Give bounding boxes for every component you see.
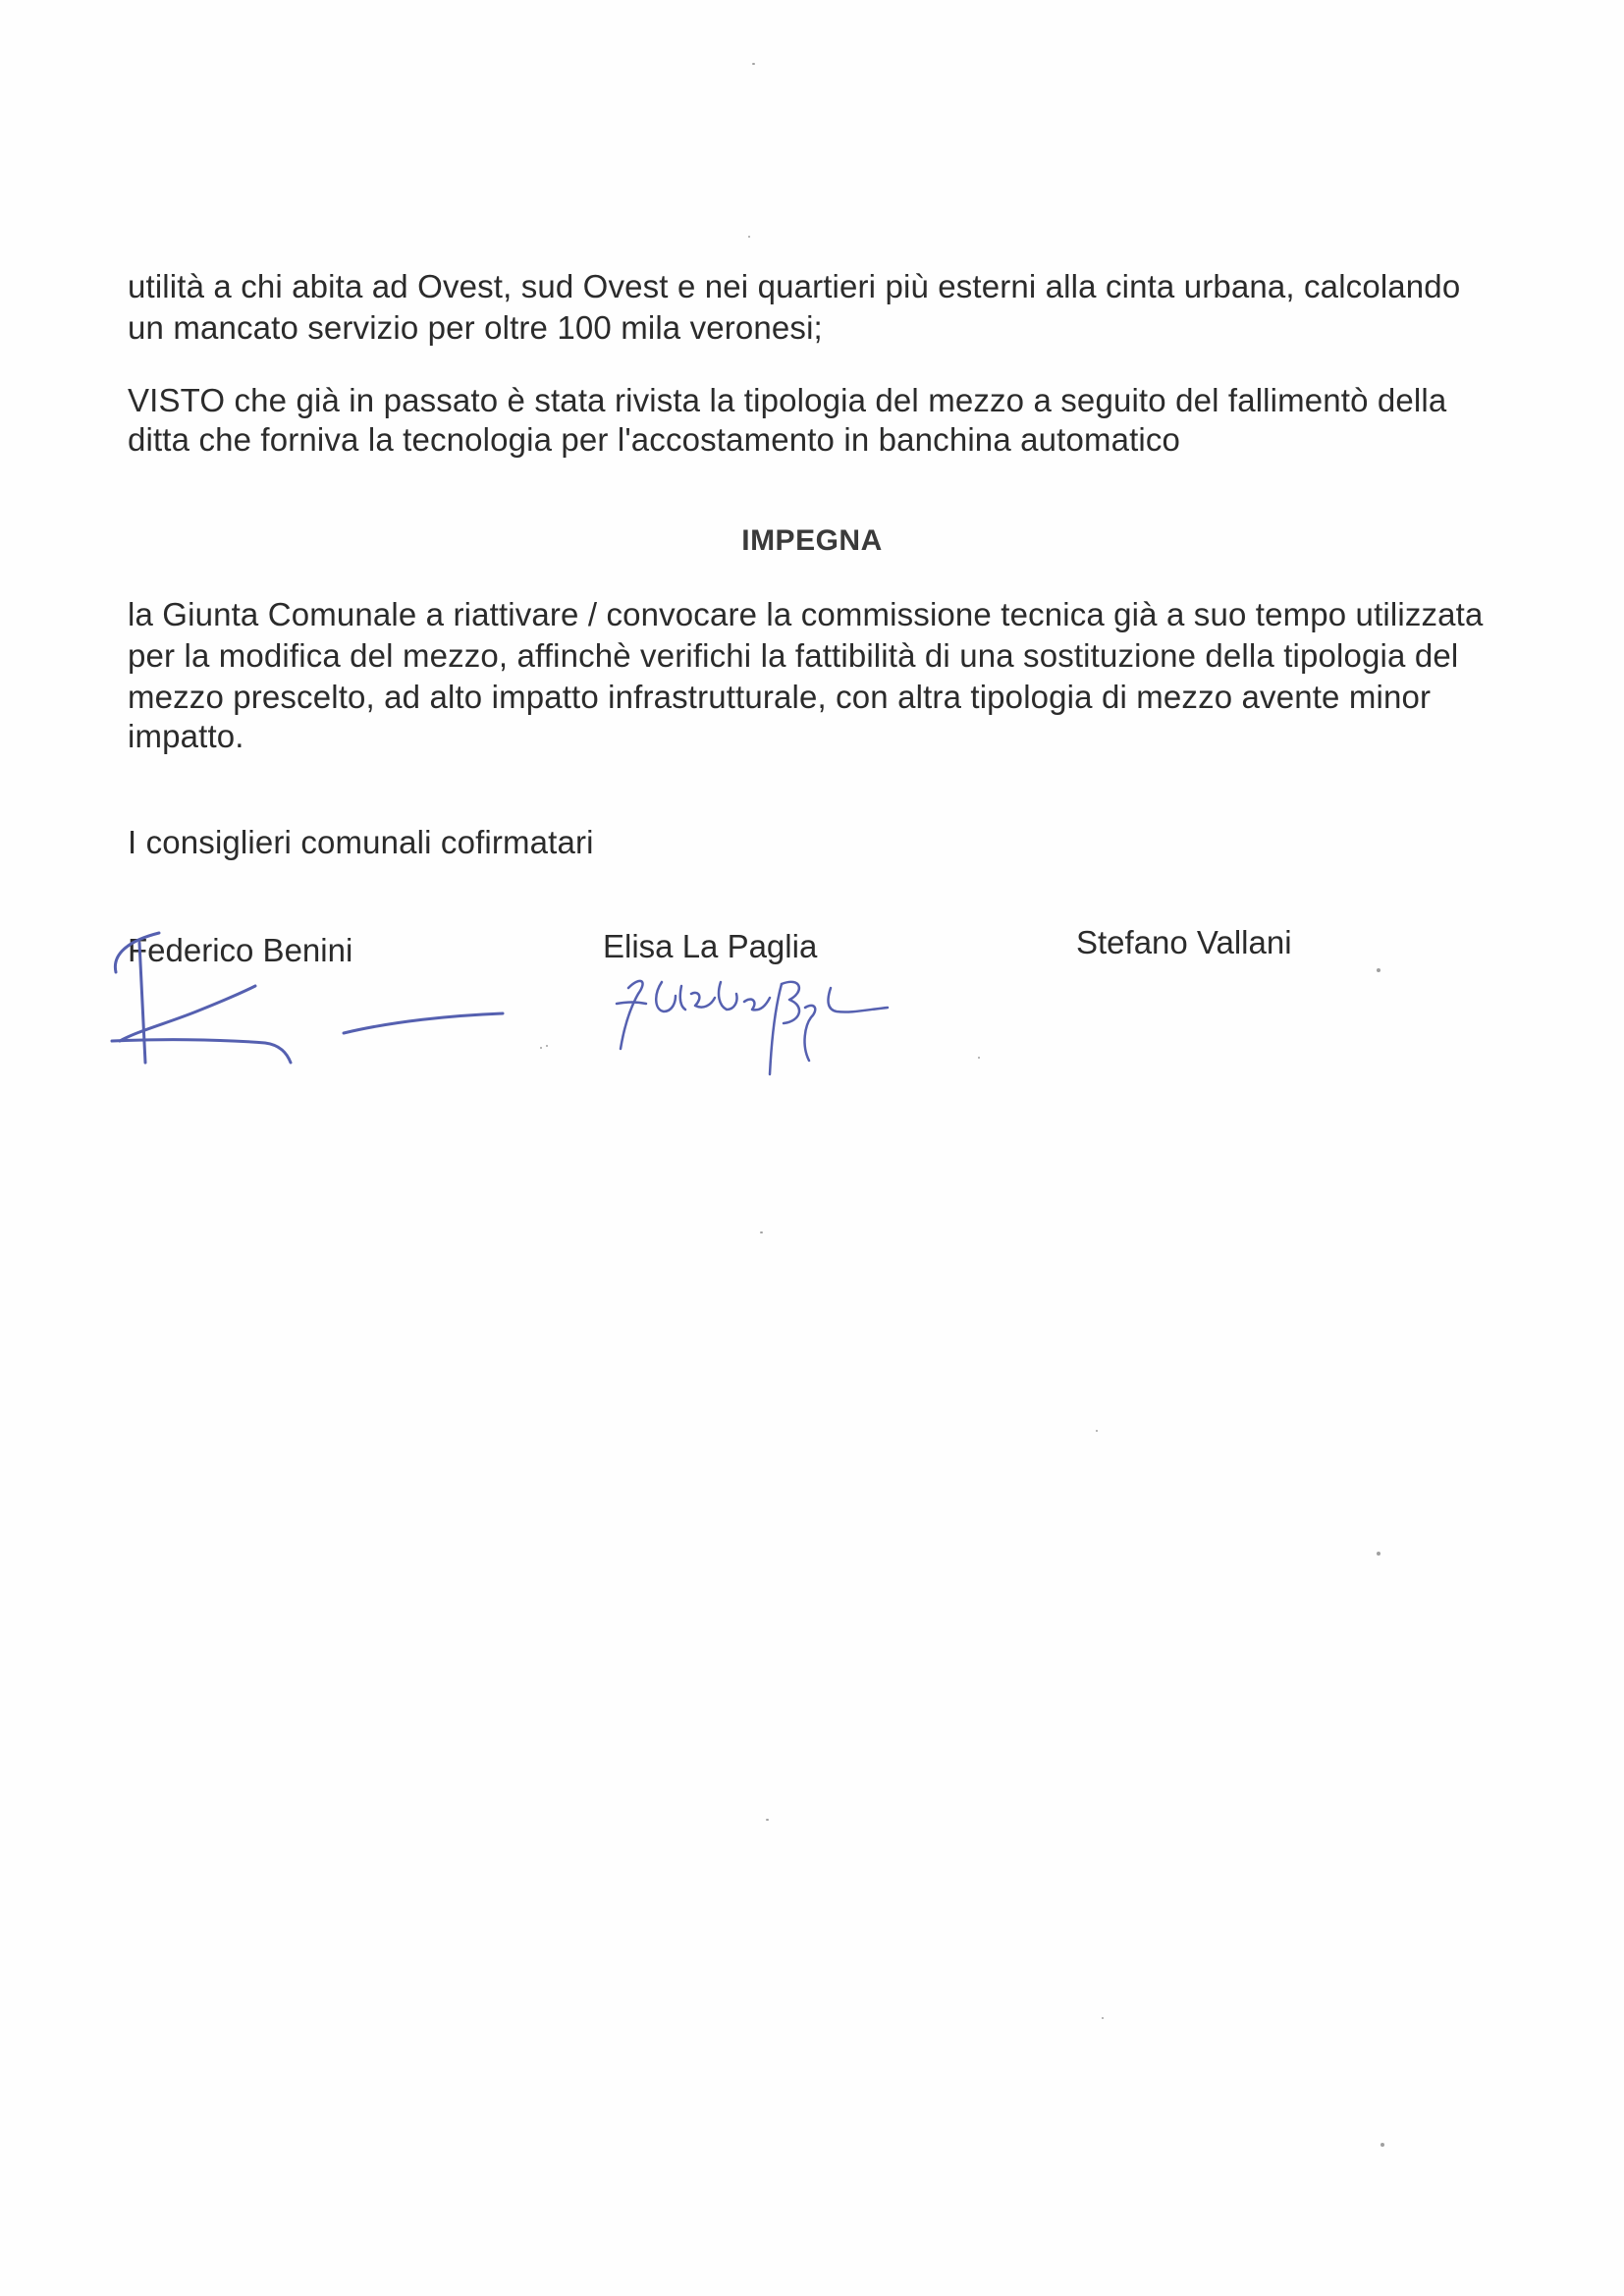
signatory-name: Stefano Vallani <box>1076 924 1292 960</box>
body-line: per la modifica del mezzo, affinchè verifichi la fattibilità di una sostituzione della tipologia del <box>128 637 1459 674</box>
scan-speck <box>1096 1430 1098 1432</box>
body-line: impatto. <box>128 718 244 754</box>
body-line: mezzo prescelto, ad alto impatto infrastrutturale, con altra tipologia di mezzo avente minor <box>128 679 1432 715</box>
scan-speck <box>978 1057 980 1059</box>
signatory-name: Elisa La Paglia <box>603 928 818 964</box>
body-line: la Giunta Comunale a riattivare / convocare la commissione tecnica già a suo tempo utilizzata <box>128 596 1484 632</box>
scan-speck <box>1380 2143 1384 2147</box>
body-line: VISTO che già in passato è stata rivista la tipologia del mezzo a seguito del fallimentò della <box>128 382 1447 418</box>
scan-speck <box>1377 1552 1380 1556</box>
scan-speck <box>760 1231 763 1233</box>
signature-la-paglia <box>609 966 903 1084</box>
body-line: un mancato servizio per oltre 100 mila veronesi; <box>128 309 823 346</box>
body-line: ditta che forniva la tecnologia per l'accostamento in banchina automatico <box>128 421 1181 458</box>
scan-speck <box>748 236 750 238</box>
scan-speck <box>752 63 755 65</box>
scan-speck <box>1102 2017 1104 2019</box>
signatory-name: Federico Benini <box>128 932 353 968</box>
scan-speck <box>1377 968 1380 972</box>
section-heading: IMPEGNA <box>741 524 883 557</box>
closing-line: I consiglieri comunali cofirmatari <box>128 824 594 860</box>
body-line: utilità a chi abita ad Ovest, sud Ovest e nei quartieri più esterni alla cinta urbana, calcolando <box>128 268 1461 304</box>
scan-speck <box>546 1045 548 1047</box>
scan-speck <box>540 1047 542 1049</box>
scan-speck <box>766 1819 769 1821</box>
signature-benini <box>98 913 530 1080</box>
